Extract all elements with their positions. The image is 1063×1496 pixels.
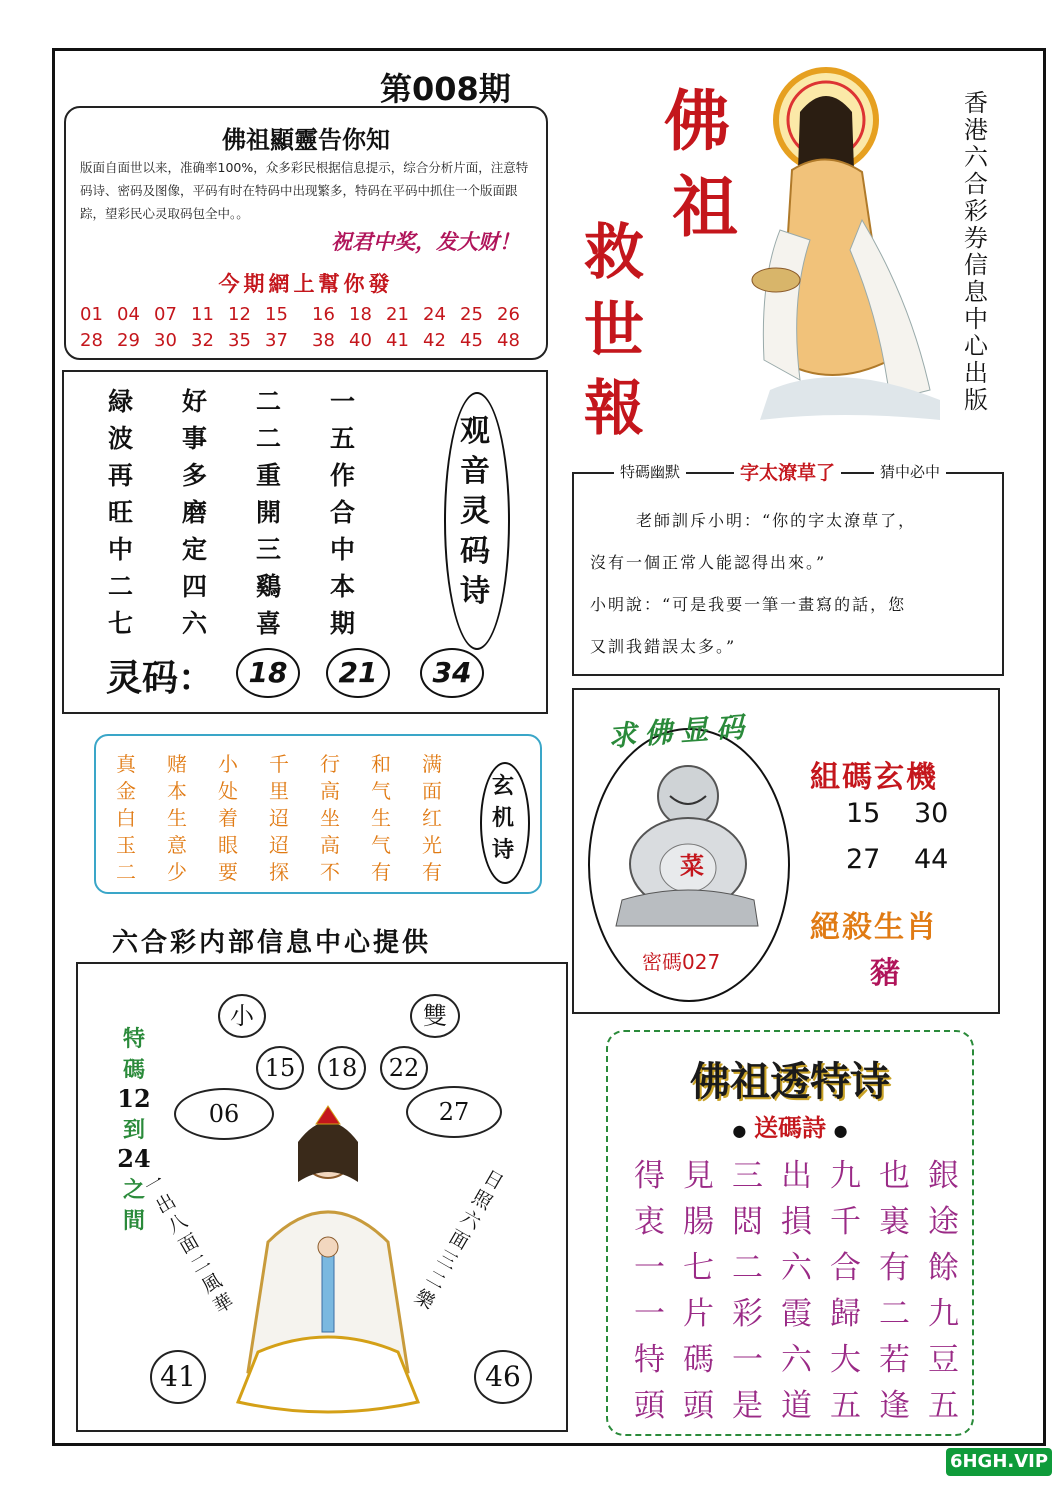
poem-row: 玉 意 眼 迢 高 气 光 <box>116 833 442 857</box>
poem-row: 真 赌 小 千 行 和 满 <box>116 752 442 776</box>
guanyin-number-box <box>76 962 568 1432</box>
number-cell: 48 <box>497 330 520 351</box>
intro-wish: 祝君中奖，发大财！ <box>331 229 520 254</box>
number-cell: 25 <box>460 304 483 325</box>
number-cell: 26 <box>497 304 520 325</box>
number-circle: 15 <box>256 1046 304 1090</box>
number-cell: 21 <box>386 304 409 325</box>
buddha-cai: 菜 <box>680 851 704 880</box>
poem-row: 中 定 三 中 <box>108 535 356 564</box>
intro-subtitle: 今期網上幫你發 <box>218 271 394 296</box>
double-label: 雙 <box>410 994 460 1038</box>
guanyin-poem-grid <box>108 382 404 641</box>
tema-range: 特 碼 12 到 24 之 間 <box>117 1026 151 1234</box>
guanyin-seated-figure <box>228 1102 428 1422</box>
lingma-number: 34 <box>420 648 484 698</box>
number-cell: 29 <box>117 330 140 351</box>
small-label: 小 <box>218 994 266 1038</box>
joke-paragraph: 又訓我錯誤太多。” <box>590 637 737 656</box>
poem-row: 一 七 二 六 合 有 餘 <box>634 1250 959 1286</box>
special-poem-subtitle: 送碼詩 <box>754 1113 826 1142</box>
joke-right-tag: 猜中必中 <box>874 461 946 482</box>
poem-row: 衷 腸 悶 損 千 裏 途 <box>634 1204 959 1240</box>
number-circle: 22 <box>380 1046 428 1090</box>
number-cell: 07 <box>154 304 177 325</box>
guanyin-poem-label: 观音灵码诗 <box>460 414 490 609</box>
poem-row: 一 片 彩 霞 歸 二 九 <box>634 1296 959 1332</box>
number-cell: 41 <box>386 330 409 351</box>
poem-row: 波 事 二 五 <box>108 424 356 453</box>
guanyin-standing-figure <box>740 60 950 430</box>
intro-title: 佛祖顯靈告你知 <box>222 125 390 154</box>
special-poem-subtitle-row <box>608 1108 972 1143</box>
poem-row: 旺 磨 開 合 <box>108 498 356 527</box>
number-cell: 01 <box>80 304 103 325</box>
number-cell: 32 <box>191 330 214 351</box>
zuma-number: 44 <box>914 844 949 875</box>
joke-paragraph: 老師訓斥小明：“你的字太潦草了， <box>636 511 917 530</box>
number-cell: 35 <box>228 330 251 351</box>
joke-box <box>572 462 1004 676</box>
number-row-2 <box>80 330 540 351</box>
buddha-arc-title: 求佛显码 <box>607 710 754 753</box>
masthead-line2: 救 世 報 <box>584 218 644 444</box>
issue-number: 第008期 <box>380 70 511 108</box>
xuanji-poem-grid <box>116 748 473 883</box>
number-cell: 28 <box>80 330 103 351</box>
right-curve-text: 日照六面三二樂 <box>410 1165 508 1315</box>
number-cell: 42 <box>423 330 446 351</box>
poem-row: 金 本 处 里 高 气 面 <box>116 779 442 803</box>
joke-left-tag: 特碼幽默 <box>614 461 686 482</box>
zuma-number: 30 <box>914 798 949 829</box>
masthead-line1: 佛 祖 <box>664 82 738 246</box>
xuanji-poem-box <box>94 734 542 894</box>
special-poem-box <box>606 1030 974 1436</box>
number-cell: 12 <box>228 304 251 325</box>
number-cell: 37 <box>265 330 288 351</box>
poem-row: 白 生 着 迢 坐 生 红 <box>116 806 442 830</box>
joke-paragraph: 小明說：“可是我要一筆一畫寫的話，您 <box>590 595 907 614</box>
corner-number: 46 <box>474 1350 532 1404</box>
number-row-1 <box>80 304 540 325</box>
number-cell: 15 <box>265 304 288 325</box>
publisher-vertical: 香港六合彩券信息中心出版 <box>964 89 988 414</box>
kill-zodiac-title: 絕殺生肖 <box>810 910 938 945</box>
lingma-number: 18 <box>236 648 300 698</box>
buddha-code-box <box>572 688 1000 1014</box>
number-cell: 45 <box>460 330 483 351</box>
number-cell: 38 <box>312 330 335 351</box>
left-curve-text: 一出八面二風華 <box>140 1169 238 1319</box>
special-poem-grid <box>634 1150 977 1426</box>
number-cell: 40 <box>349 330 372 351</box>
number-oval: 27 <box>406 1086 502 1138</box>
zuma-number: 15 <box>846 798 881 829</box>
joke-title: 字太潦草了 <box>734 458 841 485</box>
site-watermark-badge[interactable]: 6HGH.VIP <box>946 1448 1052 1476</box>
kill-zodiac-value: 豬 <box>870 956 900 991</box>
joke-paragraph: 沒有一個正常人能認得出來。” <box>590 553 827 572</box>
intro-box <box>64 106 548 360</box>
poem-row: 頭 頭 是 道 五 逢 五 <box>634 1388 959 1424</box>
bullet-icon: ● <box>833 1121 848 1140</box>
provider-tagline: 六合彩内部信息中心提供 <box>112 928 432 958</box>
corner-number: 41 <box>150 1350 206 1404</box>
poem-row: 特 碼 一 六 大 若 豆 <box>634 1342 959 1378</box>
lingma-number: 21 <box>326 648 390 698</box>
buddha-secret-code: 密碼027 <box>642 950 721 974</box>
poem-row: 得 見 三 出 九 也 銀 <box>634 1158 959 1194</box>
number-cell: 18 <box>349 304 372 325</box>
number-cell: 04 <box>117 304 140 325</box>
laughing-buddha-figure <box>612 760 762 930</box>
guanyin-poem-box <box>62 370 548 714</box>
poem-row: 緑 好 二 一 <box>108 387 356 416</box>
poem-row: 七 六 喜 期 <box>108 609 356 638</box>
number-cell: 11 <box>191 304 214 325</box>
lingma-label: 灵码： <box>106 657 215 699</box>
poem-row: 二 少 要 探 不 有 有 <box>116 860 442 884</box>
poem-row: 再 多 重 作 <box>108 461 356 490</box>
number-oval: 06 <box>174 1088 274 1140</box>
number-cell: 16 <box>312 304 335 325</box>
intro-description: 版面自面世以来，准确率100%，众多彩民根据信息提示，综合分析片面，注意特码诗、密码及图像，平码有时在特码中出现繁多，特码在平码中抓住一个版面跟踪，望彩民心灵取码包全中。。 <box>80 160 529 221</box>
zuma-number: 27 <box>846 844 881 875</box>
number-cell: 24 <box>423 304 446 325</box>
number-circle: 18 <box>318 1046 366 1090</box>
special-poem-title: 佛祖透特诗 <box>690 1058 890 1105</box>
bullet-icon: ● <box>732 1121 747 1140</box>
xuanji-label: 玄机诗 <box>491 773 514 863</box>
poem-row: 二 四 鷄 本 <box>108 572 356 601</box>
zuma-title: 組碼玄機 <box>810 760 938 795</box>
number-cell: 30 <box>154 330 177 351</box>
